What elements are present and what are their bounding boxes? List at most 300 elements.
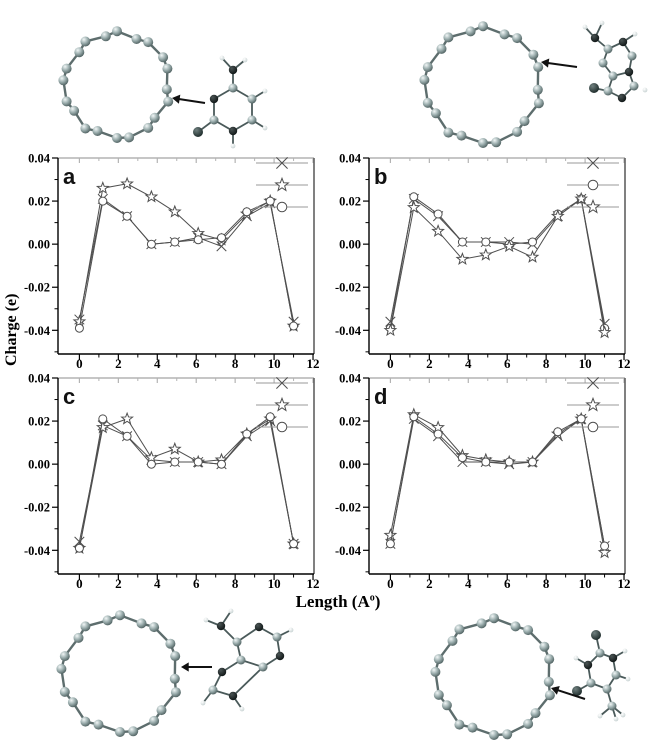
attached-molecule: [583, 21, 648, 103]
star-series-point: [385, 529, 396, 539]
circle-series-point: [505, 458, 513, 466]
ring-atom: [68, 697, 78, 707]
ring-atom: [466, 26, 476, 36]
circle-series-point: [99, 415, 107, 423]
y-tick-label: -0.04: [23, 543, 50, 558]
circle-marker-glyph: [171, 238, 179, 246]
c-atom: [587, 679, 596, 688]
y-tick-label: -0.02: [334, 280, 361, 295]
ring-atom: [170, 674, 180, 684]
star-series-point: [122, 178, 133, 188]
y-tick-label: 0.00: [28, 237, 50, 252]
y-tick-label: 0.02: [339, 414, 361, 429]
circle-marker-glyph: [529, 238, 537, 246]
star-series-line: [390, 199, 604, 333]
h-atom: [614, 717, 619, 722]
n-atom: [229, 692, 237, 700]
c-atom: [233, 638, 242, 647]
x-tick-label: 6: [192, 576, 200, 590]
circle-series-point: [147, 240, 155, 248]
ring-atom: [468, 723, 478, 733]
c-atom: [248, 116, 257, 125]
c-atom: [209, 686, 218, 695]
circle-series-point: [171, 238, 179, 246]
x-tick-label: 6: [503, 576, 511, 590]
x-tick-label: 12: [617, 356, 631, 370]
o-atom: [193, 127, 203, 137]
ring-atom: [162, 84, 172, 94]
legend-star-series-marker: [587, 200, 600, 212]
ring-atom: [442, 700, 452, 710]
star-marker-glyph: [122, 178, 133, 188]
ring-atom: [115, 727, 125, 737]
legend-circle-series-marker: [277, 202, 287, 212]
y-tick-label: 0.00: [28, 457, 50, 472]
c-atom: [599, 59, 608, 68]
circle-marker-glyph: [147, 460, 155, 468]
c-atom: [229, 84, 238, 93]
y-tick-label: 0.04: [28, 371, 50, 386]
x-tick-label: 12: [306, 576, 320, 590]
circle-marker-glyph: [588, 422, 598, 432]
h-atom: [263, 126, 268, 131]
ring-atom: [112, 26, 122, 36]
ring-atom: [101, 31, 111, 41]
x-tick-label: 10: [578, 576, 592, 590]
n-atom: [625, 68, 633, 76]
h-atom: [229, 609, 234, 614]
ring-atom: [511, 621, 521, 631]
ring-atom: [528, 50, 538, 60]
n-atom: [619, 38, 627, 46]
ring-atom: [128, 726, 138, 736]
cross-series-line: [390, 419, 604, 546]
circle-series-point: [410, 193, 418, 201]
ring-atom: [539, 642, 549, 652]
y-tick-label: 0.00: [339, 457, 361, 472]
star-series-point: [146, 191, 157, 201]
chart-svg-d: [311, 368, 636, 590]
chart-svg-b: [311, 148, 636, 370]
y-tick-label: -0.04: [23, 323, 50, 338]
molecule-svg-tl: [0, 0, 330, 152]
h-atom: [623, 649, 628, 654]
circle-series-point: [123, 212, 131, 220]
circle-marker-glyph: [171, 458, 179, 466]
attachment-arrow-icon: [541, 58, 577, 67]
circle-series-point: [529, 458, 537, 466]
ring-atom: [478, 138, 488, 148]
circle-marker-glyph: [243, 430, 251, 438]
star-marker-glyph: [527, 251, 538, 261]
ring-atom: [74, 633, 84, 643]
ring-atom: [502, 729, 512, 739]
ring-atom: [80, 621, 90, 631]
ring-atom: [115, 610, 125, 620]
circle-series-point: [482, 238, 490, 246]
star-marker-glyph: [146, 191, 157, 201]
nanotube-ring: [430, 613, 555, 740]
panel-letter-a: a: [63, 164, 76, 189]
chart-panel-c: [0, 368, 325, 590]
molecule-figure-bottom-right: [319, 595, 649, 740]
star-marker-glyph: [385, 529, 396, 539]
ring-atom: [74, 47, 84, 57]
ring-atom: [457, 131, 467, 141]
ring-atom: [491, 137, 501, 147]
h-atom: [643, 88, 648, 93]
molecule-svg-br: [319, 595, 649, 740]
y-tick-label: -0.02: [334, 500, 361, 515]
ring-atom: [93, 126, 103, 136]
cross-series-line: [79, 199, 293, 322]
chart-svg-a: [0, 148, 325, 370]
molecule-figure-top-left: [0, 0, 330, 157]
circle-series-point: [171, 458, 179, 466]
circle-marker-glyph: [99, 197, 107, 205]
x-tick-label: 0: [76, 356, 83, 370]
cross-series-line: [390, 199, 604, 324]
y-tick-label: -0.04: [334, 323, 361, 338]
ring-atom: [443, 128, 453, 138]
x-tick-label: 8: [231, 356, 239, 370]
h-atom: [583, 25, 588, 30]
star-series-point: [97, 182, 108, 192]
circle-marker-glyph: [123, 432, 131, 440]
circle-series-point: [194, 236, 202, 244]
circle-marker-glyph: [601, 542, 609, 550]
c-atom: [612, 671, 621, 680]
c-atom: [630, 82, 639, 91]
ring-atom: [103, 615, 113, 625]
legend-circle-series-marker: [277, 422, 287, 432]
arrow-shaft: [178, 99, 205, 103]
x-tick-label: 0: [387, 356, 394, 370]
ring-atom: [56, 664, 66, 674]
x-tick-label: 6: [503, 356, 511, 370]
ring-atom: [454, 624, 464, 634]
y-tick-label: -0.02: [23, 280, 50, 295]
legend-star-series-marker: [276, 178, 289, 190]
x-tick-label: 10: [578, 356, 592, 370]
x-tick-label: 2: [115, 356, 122, 370]
o-atom: [589, 83, 599, 93]
x-tick-label: 12: [306, 356, 320, 370]
molecule-svg-bl: [0, 595, 330, 740]
ring-atom: [162, 64, 172, 74]
star-marker-glyph: [587, 398, 600, 410]
ring-atom: [520, 116, 530, 126]
circle-marker-glyph: [577, 415, 585, 423]
circle-series-point: [386, 540, 394, 548]
circle-marker-glyph: [75, 544, 83, 552]
c-atom: [628, 52, 637, 61]
circle-marker-glyph: [147, 240, 155, 248]
circle-series-point: [243, 208, 251, 216]
cross-series-line: [79, 421, 293, 544]
ring-atom: [434, 690, 444, 700]
n-atom: [218, 668, 226, 676]
circle-series-point: [123, 432, 131, 440]
h-atom: [574, 656, 579, 661]
ring-atom: [423, 98, 433, 108]
circle-series-point: [577, 415, 585, 423]
attached-molecule: [572, 630, 630, 721]
x-axis-title-sup: o: [369, 592, 375, 604]
ring-atom: [523, 719, 533, 729]
circle-marker-glyph: [554, 428, 562, 436]
x-tick-label: 10: [267, 576, 281, 590]
legend-circle-series-marker: [588, 180, 598, 190]
c-atom: [237, 656, 246, 665]
ring-atom: [132, 34, 142, 44]
ring-atom: [523, 625, 533, 635]
ring-atom: [157, 705, 167, 715]
c-atom: [604, 87, 613, 96]
ring-atom: [423, 62, 433, 72]
circle-series-line: [79, 417, 293, 548]
ring-atom: [62, 96, 72, 106]
ring-atom: [544, 677, 554, 687]
ring-atom: [158, 52, 168, 62]
chart-panel-b: [311, 148, 636, 370]
ring-atom: [448, 636, 458, 646]
y-tick-label: 0.00: [339, 237, 361, 252]
circle-series-point: [458, 454, 466, 462]
y-tick-label: 0.04: [339, 371, 361, 386]
n-atom: [584, 661, 592, 669]
ring-atom: [62, 64, 72, 74]
ring-atom: [545, 690, 555, 700]
circle-series-point: [482, 458, 490, 466]
star-series-line: [79, 419, 293, 548]
circle-series-point: [601, 542, 609, 550]
ring-atom: [454, 720, 464, 730]
circle-marker-glyph: [75, 324, 83, 332]
x-tick-label: 4: [154, 576, 161, 590]
ring-atom: [150, 113, 160, 123]
x-tick-label: 4: [154, 356, 161, 370]
x-tick-label: 8: [542, 356, 550, 370]
n-atom: [255, 623, 263, 631]
circle-series-point: [290, 540, 298, 548]
panel-letter-c: c: [63, 384, 76, 409]
x-axis-title-close: ): [374, 592, 381, 611]
circle-marker-glyph: [434, 430, 442, 438]
ring-atom: [512, 127, 522, 137]
y-tick-label: -0.02: [23, 500, 50, 515]
circle-series-point: [554, 428, 562, 436]
h-atom: [220, 56, 225, 61]
x-axis-title-text: Length (A: [295, 592, 370, 611]
star-series-point: [169, 443, 180, 453]
legend-circle-series-marker: [588, 422, 598, 432]
h-atom: [243, 58, 248, 63]
c-atom: [604, 45, 613, 54]
n-atom: [618, 94, 626, 102]
n-atom: [591, 34, 599, 42]
circle-series-point: [458, 238, 466, 246]
ring-atom: [80, 124, 90, 134]
attached-molecule: [201, 609, 294, 712]
x-tick-label: 2: [426, 576, 433, 590]
h-atom: [263, 89, 268, 94]
ring-atom: [60, 687, 70, 697]
star-marker-glyph: [587, 200, 600, 212]
circle-marker-glyph: [277, 202, 287, 212]
n-atom: [276, 652, 284, 660]
c-atom: [596, 649, 605, 658]
circle-series-point: [266, 413, 274, 421]
ring-atom: [419, 75, 429, 85]
star-marker-glyph: [97, 182, 108, 192]
circle-marker-glyph: [266, 197, 274, 205]
y-tick-label: 0.02: [28, 194, 50, 209]
circle-series-point: [99, 197, 107, 205]
circle-series-point: [434, 210, 442, 218]
x-tick-label: 6: [192, 356, 200, 370]
arrow-head: [181, 662, 189, 671]
ring-atom: [149, 716, 159, 726]
ring-atom: [163, 97, 173, 107]
y-tick-label: -0.04: [334, 543, 361, 558]
circle-marker-glyph: [290, 322, 298, 330]
star-series-point: [527, 251, 538, 261]
circle-series-point: [147, 460, 155, 468]
circle-marker-glyph: [218, 234, 226, 242]
circle-series-point: [266, 197, 274, 205]
ring-atom: [165, 639, 175, 649]
star-marker-glyph: [276, 398, 289, 410]
molecule-figure-top-right: [319, 0, 649, 157]
circle-series-point: [75, 324, 83, 332]
ring-atom: [137, 618, 147, 628]
circle-marker-glyph: [458, 238, 466, 246]
ring-atom: [143, 37, 153, 47]
x-tick-label: 12: [617, 576, 631, 590]
n-atom: [229, 66, 237, 74]
ring-atom: [500, 29, 510, 39]
circle-marker-glyph: [410, 193, 418, 201]
ring-atom: [112, 133, 122, 143]
h-atom: [289, 628, 294, 633]
circle-marker-glyph: [588, 180, 598, 190]
circle-marker-glyph: [194, 458, 202, 466]
circle-series-point: [194, 458, 202, 466]
c-atom: [210, 116, 219, 125]
star-marker-glyph: [169, 443, 180, 453]
molecule-svg-tr: [319, 0, 649, 152]
star-marker-glyph: [276, 178, 289, 190]
star-marker-glyph: [122, 413, 133, 423]
c-atom: [603, 685, 612, 694]
circle-series-point: [529, 238, 537, 246]
c-atom: [273, 633, 282, 642]
h-atom: [204, 618, 209, 623]
ring-atom: [534, 98, 544, 108]
chart-panel-d: [311, 368, 636, 590]
circle-marker-glyph: [243, 208, 251, 216]
circle-series-point: [75, 544, 83, 552]
x-tick-label: 8: [542, 576, 550, 590]
nanotube-ring: [419, 21, 544, 148]
circle-series-point: [218, 234, 226, 242]
star-series-point: [480, 249, 491, 259]
o-atom: [591, 630, 601, 640]
circle-marker-glyph: [505, 458, 513, 466]
circle-marker-glyph: [434, 210, 442, 218]
x-tick-label: 0: [387, 576, 394, 590]
circle-series-point: [410, 413, 418, 421]
h-atom: [240, 707, 245, 712]
star-marker-glyph: [480, 249, 491, 259]
circle-series-point: [243, 430, 251, 438]
circle-marker-glyph: [277, 422, 287, 432]
ring-atom: [434, 654, 444, 664]
ring-atom: [170, 651, 180, 661]
ring-atom: [124, 132, 134, 142]
ring-atom: [489, 613, 499, 623]
ring-atom: [489, 730, 499, 740]
molecule-bond: [233, 667, 263, 696]
circle-series-line: [79, 201, 293, 328]
ring-atom: [60, 651, 70, 661]
c-atom: [608, 702, 617, 711]
ring-atom: [80, 37, 90, 47]
n-atom: [609, 654, 617, 662]
circle-series-point: [290, 322, 298, 330]
figure-page: 0 2 4 6 8 10 12 0.04 0.02 0.00 -0.02 -0.04 a 0 2 4 6 8 10 12 0.04 0.02 0.00 -0.02 -0.04 b 0 2 4 6 8 10 12 0.04 0.02 0.00 -0.02 -0.04 c 0 2 4 6 8 10 12 0.04 0.02 0.00 -0.02 -0.04 d Charge (e) Length $(A^o)$: [0, 0, 649, 740]
h-atom: [626, 677, 631, 682]
circle-marker-glyph: [410, 413, 418, 421]
panel-letter-b: b: [374, 164, 388, 189]
ring-atom: [477, 618, 487, 628]
circle-series-point: [434, 430, 442, 438]
ring-atom: [443, 32, 453, 42]
c-atom: [259, 663, 268, 672]
ring-atom: [149, 622, 159, 632]
circle-marker-glyph: [266, 413, 274, 421]
n-atom: [229, 127, 237, 135]
ring-atom: [171, 687, 181, 697]
legend-star-series-marker: [276, 398, 289, 410]
circle-marker-glyph: [290, 540, 298, 548]
y-tick-label: 0.04: [339, 151, 361, 166]
y-tick-label: 0.02: [28, 414, 50, 429]
c-atom: [248, 95, 257, 104]
ring-atom: [478, 21, 488, 31]
circle-marker-glyph: [482, 238, 490, 246]
x-tick-label: 10: [267, 356, 281, 370]
circle-marker-glyph: [99, 415, 107, 423]
ring-atom: [533, 85, 543, 95]
x-tick-label: 4: [465, 576, 472, 590]
n-atom: [210, 95, 218, 103]
star-series-point: [122, 413, 133, 423]
x-tick-label: 2: [426, 356, 433, 370]
attachment-arrow-icon: [172, 95, 205, 104]
ring-atom: [437, 44, 447, 54]
nanotube-ring: [58, 26, 173, 143]
ring-atom: [94, 720, 104, 730]
h-atom: [633, 32, 638, 37]
ring-atom: [531, 708, 541, 718]
h-atom: [201, 701, 206, 706]
legend-star-series-marker: [587, 398, 600, 410]
circle-marker-glyph: [529, 458, 537, 466]
ring-atom: [512, 33, 522, 43]
circle-marker-glyph: [482, 458, 490, 466]
